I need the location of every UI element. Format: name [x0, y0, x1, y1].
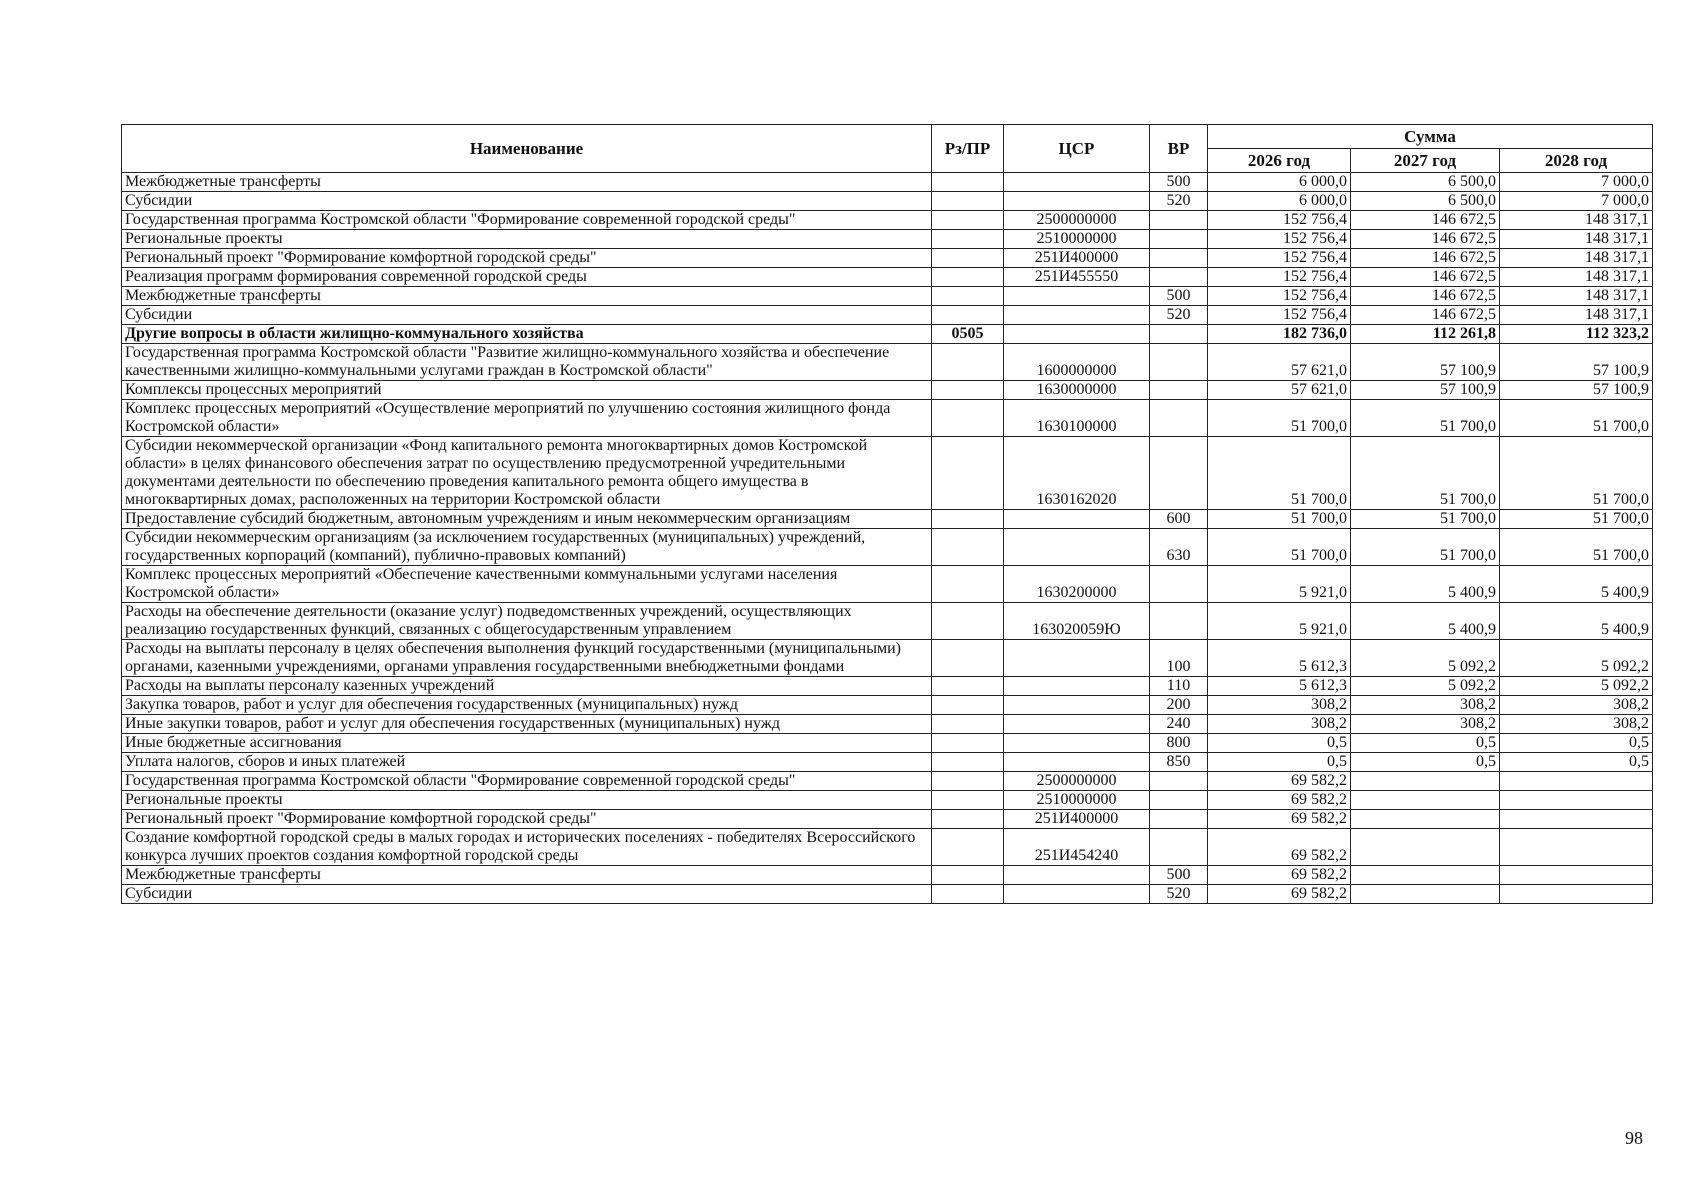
cell-csr: [1004, 753, 1150, 772]
table-row: [122, 810, 1653, 829]
cell-name: Расходы на выплаты персоналу казенных учреждений: [122, 677, 932, 696]
cell-name: Региональные проекты: [122, 230, 932, 249]
cell-2026: 308,2: [1208, 715, 1351, 734]
cell-2026: 51 700,0: [1208, 400, 1351, 437]
cell-vr: 800: [1150, 734, 1208, 753]
table-row: [122, 211, 1653, 230]
cell-2027: [1351, 885, 1500, 904]
cell-2028: 148 317,1: [1500, 230, 1653, 249]
cell-2026: 152 756,4: [1208, 211, 1351, 230]
cell-rz-pr: [932, 885, 1004, 904]
cell-rz-pr: [932, 696, 1004, 715]
cell-2027: [1351, 810, 1500, 829]
cell-rz-pr: [932, 810, 1004, 829]
cell-2028: [1500, 791, 1653, 810]
cell-vr: 500: [1150, 287, 1208, 306]
cell-2028: 308,2: [1500, 715, 1653, 734]
cell-name: Реализация программ формирования современной городской среды: [122, 268, 932, 287]
cell-2026: 5 921,0: [1208, 603, 1351, 640]
table-row: [122, 753, 1653, 772]
cell-name: Государственная программа Костромской области "Развитие жилищно-коммунального хозяйства и обеспечение качественными жилищно-коммунальными услугами граждан в Костромской области": [122, 344, 932, 381]
cell-2027: 0,5: [1351, 753, 1500, 772]
cell-vr: [1150, 211, 1208, 230]
cell-2028: 7 000,0: [1500, 192, 1653, 211]
cell-vr: 500: [1150, 173, 1208, 192]
cell-csr: [1004, 866, 1150, 885]
table-row: [122, 287, 1653, 306]
cell-name: Комплексы процессных мероприятий: [122, 381, 932, 400]
cell-csr: [1004, 734, 1150, 753]
page-number: 98: [1625, 1128, 1643, 1148]
cell-csr: 1630100000: [1004, 400, 1150, 437]
cell-name: Региональный проект "Формирование комфортной городской среды": [122, 249, 932, 268]
cell-csr: 1630162020: [1004, 437, 1150, 510]
cell-vr: [1150, 791, 1208, 810]
cell-2028: 57 100,9: [1500, 381, 1653, 400]
cell-2027: 6 500,0: [1351, 173, 1500, 192]
cell-vr: 630: [1150, 529, 1208, 566]
cell-2027: 5 400,9: [1351, 603, 1500, 640]
cell-name: Региональные проекты: [122, 791, 932, 810]
cell-name: Уплата налогов, сборов и иных платежей: [122, 753, 932, 772]
cell-name: Субсидии некоммерческим организациям (за исключением государственных (муниципальных) учреждений, государственных корпораций (компаний), публично-правовых компаний): [122, 529, 932, 566]
table-row: [122, 381, 1653, 400]
table-row: [122, 400, 1653, 437]
cell-rz-pr: [932, 715, 1004, 734]
header-sum: Сумма: [1208, 125, 1653, 149]
table-row: [122, 249, 1653, 268]
cell-2026: 69 582,2: [1208, 866, 1351, 885]
cell-name: Иные бюджетные ассигнования: [122, 734, 932, 753]
cell-vr: [1150, 344, 1208, 381]
cell-csr: 251И400000: [1004, 249, 1150, 268]
table-row: [122, 640, 1653, 677]
cell-vr: 110: [1150, 677, 1208, 696]
table-row: [122, 715, 1653, 734]
cell-csr: 2510000000: [1004, 791, 1150, 810]
cell-rz-pr: [932, 640, 1004, 677]
cell-2028: 148 317,1: [1500, 249, 1653, 268]
cell-2028: 0,5: [1500, 753, 1653, 772]
cell-csr: [1004, 306, 1150, 325]
table-row: [122, 677, 1653, 696]
cell-2028: 0,5: [1500, 734, 1653, 753]
cell-name: Межбюджетные трансферты: [122, 866, 932, 885]
cell-2028: [1500, 810, 1653, 829]
cell-csr: [1004, 287, 1150, 306]
cell-2026: 152 756,4: [1208, 249, 1351, 268]
cell-2027: 51 700,0: [1351, 510, 1500, 529]
cell-name: Субсидии некоммерческой организации «Фонд капитального ремонта многоквартирных домов Костромской области» в целях финансового обеспечения затрат по осуществлению предусмотренной учредительными документами деятельности по обеспечению проведения капитального ремонта общего имущества в многоквартирных домах, расположенных на территории Костромской области: [122, 437, 932, 510]
table-row: [122, 566, 1653, 603]
table-row: [122, 603, 1653, 640]
cell-2026: 0,5: [1208, 753, 1351, 772]
cell-vr: [1150, 810, 1208, 829]
cell-vr: 200: [1150, 696, 1208, 715]
cell-csr: 251И454240: [1004, 829, 1150, 866]
cell-csr: 1600000000: [1004, 344, 1150, 381]
table-row: [122, 306, 1653, 325]
table-row: [122, 885, 1653, 904]
cell-csr: [1004, 640, 1150, 677]
cell-rz-pr: [932, 287, 1004, 306]
cell-2026: 6 000,0: [1208, 173, 1351, 192]
cell-2028: 308,2: [1500, 696, 1653, 715]
cell-name: Субсидии: [122, 192, 932, 211]
cell-2027: 146 672,5: [1351, 249, 1500, 268]
cell-rz-pr: [932, 173, 1004, 192]
cell-csr: [1004, 677, 1150, 696]
cell-rz-pr: [932, 192, 1004, 211]
cell-rz-pr: [932, 603, 1004, 640]
cell-vr: [1150, 381, 1208, 400]
cell-vr: [1150, 437, 1208, 510]
cell-2027: 112 261,8: [1351, 325, 1500, 344]
cell-2028: 57 100,9: [1500, 344, 1653, 381]
cell-vr: [1150, 772, 1208, 791]
cell-2028: [1500, 772, 1653, 791]
cell-2026: 57 621,0: [1208, 344, 1351, 381]
cell-csr: 1630000000: [1004, 381, 1150, 400]
cell-2027: 57 100,9: [1351, 381, 1500, 400]
cell-2028: 5 092,2: [1500, 640, 1653, 677]
cell-name: Субсидии: [122, 306, 932, 325]
cell-2026: 51 700,0: [1208, 437, 1351, 510]
cell-csr: 1630200000: [1004, 566, 1150, 603]
cell-name: Комплекс процессных мероприятий «Осуществление мероприятий по улучшению состояния жилищного фонда Костромской области»: [122, 400, 932, 437]
cell-csr: [1004, 696, 1150, 715]
cell-2026: 69 582,2: [1208, 885, 1351, 904]
cell-2027: [1351, 791, 1500, 810]
cell-2028: 148 317,1: [1500, 306, 1653, 325]
table-row: [122, 192, 1653, 211]
cell-rz-pr: [932, 829, 1004, 866]
cell-2026: 69 582,2: [1208, 829, 1351, 866]
cell-rz-pr: [932, 529, 1004, 566]
cell-csr: 2500000000: [1004, 211, 1150, 230]
cell-vr: 100: [1150, 640, 1208, 677]
cell-2026: 69 582,2: [1208, 791, 1351, 810]
cell-name: Межбюджетные трансферты: [122, 287, 932, 306]
cell-vr: [1150, 603, 1208, 640]
table-row: [122, 866, 1653, 885]
cell-2028: 7 000,0: [1500, 173, 1653, 192]
cell-name: Субсидии: [122, 885, 932, 904]
cell-vr: 520: [1150, 885, 1208, 904]
cell-2028: 112 323,2: [1500, 325, 1653, 344]
cell-name: Расходы на выплаты персоналу в целях обеспечения выполнения функций государственными (муниципальными) органами, казенными учреждениями, органами управления государственными внебюджетными фондами: [122, 640, 932, 677]
cell-2027: 57 100,9: [1351, 344, 1500, 381]
cell-2028: 148 317,1: [1500, 287, 1653, 306]
cell-vr: 520: [1150, 192, 1208, 211]
cell-rz-pr: [932, 437, 1004, 510]
cell-2027: 6 500,0: [1351, 192, 1500, 211]
header-year-2026: 2026 год: [1208, 149, 1351, 173]
cell-csr: 251И455550: [1004, 268, 1150, 287]
cell-name: Региональный проект "Формирование комфортной городской среды": [122, 810, 932, 829]
cell-name: Создание комфортной городской среды в малых городах и исторических поселениях - победителях Всероссийского конкурса лучших проектов создания комфортной городской среды: [122, 829, 932, 866]
cell-name: Комплекс процессных мероприятий «Обеспечение качественными коммунальными услугами населения Костромской области»: [122, 566, 932, 603]
cell-2027: 51 700,0: [1351, 400, 1500, 437]
cell-2026: 0,5: [1208, 734, 1351, 753]
cell-rz-pr: [932, 734, 1004, 753]
cell-csr: [1004, 510, 1150, 529]
cell-name: Государственная программа Костромской области "Формирование современной городской среды": [122, 211, 932, 230]
cell-2026: 5 921,0: [1208, 566, 1351, 603]
table-row: [122, 344, 1653, 381]
cell-2027: [1351, 772, 1500, 791]
cell-2027: 51 700,0: [1351, 437, 1500, 510]
cell-rz-pr: [932, 677, 1004, 696]
header-name: Наименование: [122, 125, 932, 173]
header-year-2028: 2028 год: [1500, 149, 1653, 173]
table-row: [122, 268, 1653, 287]
cell-rz-pr: 0505: [932, 325, 1004, 344]
cell-2028: 51 700,0: [1500, 529, 1653, 566]
cell-2026: 152 756,4: [1208, 287, 1351, 306]
cell-2026: 69 582,2: [1208, 810, 1351, 829]
header-rz-pr: Рз/ПР: [932, 125, 1004, 173]
cell-2027: 146 672,5: [1351, 211, 1500, 230]
cell-2027: 308,2: [1351, 715, 1500, 734]
cell-vr: 500: [1150, 866, 1208, 885]
cell-2026: 152 756,4: [1208, 306, 1351, 325]
cell-csr: 251И400000: [1004, 810, 1150, 829]
cell-2026: 57 621,0: [1208, 381, 1351, 400]
cell-rz-pr: [932, 566, 1004, 603]
cell-2026: 308,2: [1208, 696, 1351, 715]
table-row: [122, 734, 1653, 753]
cell-csr: 163020059Ю: [1004, 603, 1150, 640]
cell-vr: [1150, 249, 1208, 268]
cell-rz-pr: [932, 249, 1004, 268]
table-row: [122, 510, 1653, 529]
cell-name: Межбюджетные трансферты: [122, 173, 932, 192]
cell-vr: [1150, 325, 1208, 344]
cell-vr: 850: [1150, 753, 1208, 772]
cell-rz-pr: [932, 344, 1004, 381]
cell-2026: 5 612,3: [1208, 677, 1351, 696]
table-row: [122, 696, 1653, 715]
cell-2027: 5 092,2: [1351, 640, 1500, 677]
table-row: [122, 829, 1653, 866]
cell-rz-pr: [932, 510, 1004, 529]
header-year-2027: 2027 год: [1351, 149, 1500, 173]
cell-rz-pr: [932, 381, 1004, 400]
cell-2028: 148 317,1: [1500, 211, 1653, 230]
header-vr: ВР: [1150, 125, 1208, 173]
cell-rz-pr: [932, 268, 1004, 287]
cell-2028: 51 700,0: [1500, 510, 1653, 529]
cell-2027: [1351, 829, 1500, 866]
cell-vr: [1150, 400, 1208, 437]
cell-csr: [1004, 529, 1150, 566]
cell-csr: 2510000000: [1004, 230, 1150, 249]
cell-rz-pr: [932, 772, 1004, 791]
cell-csr: 2500000000: [1004, 772, 1150, 791]
cell-name: Предоставление субсидий бюджетным, автономным учреждениям и иным некоммерческим организациям: [122, 510, 932, 529]
cell-2028: [1500, 829, 1653, 866]
table-header: [122, 125, 1653, 173]
table-row: [122, 230, 1653, 249]
cell-2027: 5 092,2: [1351, 677, 1500, 696]
cell-rz-pr: [932, 230, 1004, 249]
cell-name: Иные закупки товаров, работ и услуг для обеспечения государственных (муниципальных) нужд: [122, 715, 932, 734]
cell-rz-pr: [932, 791, 1004, 810]
cell-2026: 182 736,0: [1208, 325, 1351, 344]
cell-vr: 240: [1150, 715, 1208, 734]
cell-2027: 146 672,5: [1351, 287, 1500, 306]
cell-2026: 69 582,2: [1208, 772, 1351, 791]
cell-2028: 51 700,0: [1500, 400, 1653, 437]
cell-2026: 51 700,0: [1208, 529, 1351, 566]
cell-2028: [1500, 866, 1653, 885]
cell-2027: [1351, 866, 1500, 885]
cell-rz-pr: [932, 866, 1004, 885]
cell-2027: 51 700,0: [1351, 529, 1500, 566]
cell-2027: 0,5: [1351, 734, 1500, 753]
cell-rz-pr: [932, 211, 1004, 230]
table-row: [122, 791, 1653, 810]
cell-csr: [1004, 173, 1150, 192]
cell-csr: [1004, 885, 1150, 904]
cell-2028: 148 317,1: [1500, 268, 1653, 287]
cell-2027: 146 672,5: [1351, 306, 1500, 325]
budget-table: [121, 124, 1653, 904]
cell-vr: [1150, 829, 1208, 866]
cell-name: Другие вопросы в области жилищно-коммунального хозяйства: [122, 325, 932, 344]
cell-vr: [1150, 268, 1208, 287]
cell-2026: 6 000,0: [1208, 192, 1351, 211]
cell-2028: 5 092,2: [1500, 677, 1653, 696]
cell-2026: 152 756,4: [1208, 268, 1351, 287]
cell-2028: [1500, 885, 1653, 904]
table-row: [122, 772, 1653, 791]
cell-2027: 5 400,9: [1351, 566, 1500, 603]
cell-csr: [1004, 325, 1150, 344]
cell-2027: 146 672,5: [1351, 268, 1500, 287]
cell-2027: 308,2: [1351, 696, 1500, 715]
cell-name: Расходы на обеспечение деятельности (оказание услуг) подведомственных учреждений, осуществляющих реализацию государственных функций, связанных с общегосударственным управлением: [122, 603, 932, 640]
cell-csr: [1004, 192, 1150, 211]
cell-2026: 152 756,4: [1208, 230, 1351, 249]
cell-2027: 146 672,5: [1351, 230, 1500, 249]
cell-vr: 600: [1150, 510, 1208, 529]
cell-2028: 5 400,9: [1500, 603, 1653, 640]
table-row: [122, 325, 1653, 344]
cell-rz-pr: [932, 400, 1004, 437]
cell-vr: [1150, 230, 1208, 249]
header-csr: ЦСР: [1004, 125, 1150, 173]
table-row: [122, 529, 1653, 566]
cell-2028: 51 700,0: [1500, 437, 1653, 510]
cell-name: Государственная программа Костромской области "Формирование современной городской среды": [122, 772, 932, 791]
table-row: [122, 173, 1653, 192]
cell-rz-pr: [932, 306, 1004, 325]
cell-2028: 5 400,9: [1500, 566, 1653, 603]
table-body: [122, 173, 1653, 904]
table-row: [122, 437, 1653, 510]
cell-rz-pr: [932, 753, 1004, 772]
cell-2026: 51 700,0: [1208, 510, 1351, 529]
cell-csr: [1004, 715, 1150, 734]
cell-vr: 520: [1150, 306, 1208, 325]
cell-2026: 5 612,3: [1208, 640, 1351, 677]
cell-name: Закупка товаров, работ и услуг для обеспечения государственных (муниципальных) нужд: [122, 696, 932, 715]
cell-vr: [1150, 566, 1208, 603]
